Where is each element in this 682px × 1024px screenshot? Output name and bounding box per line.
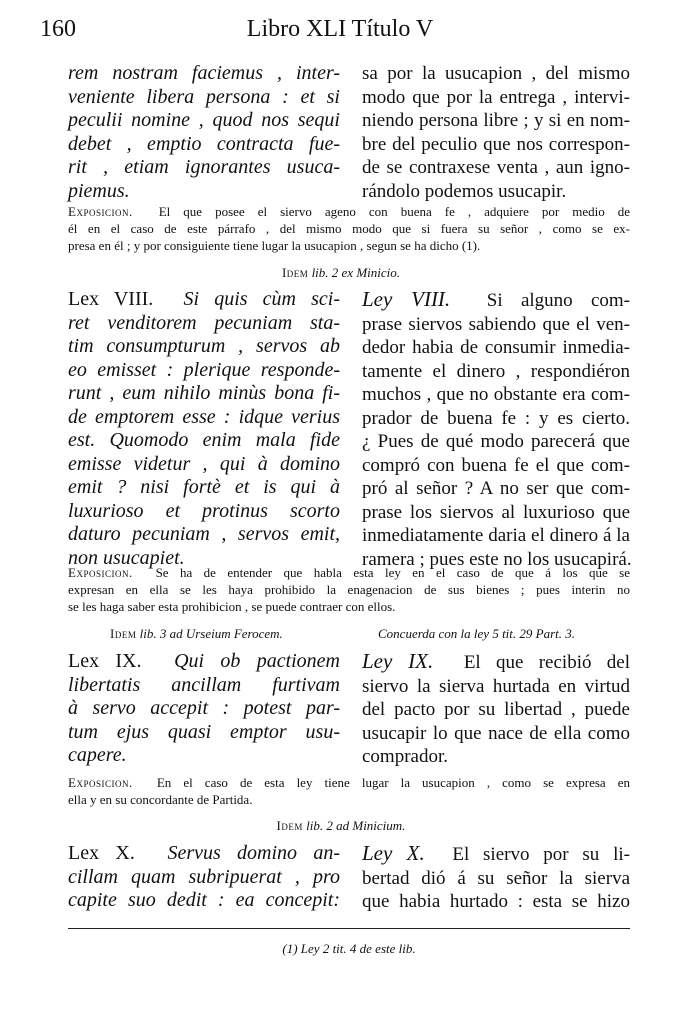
text-line: luxurioso et protinus scorto <box>68 499 340 522</box>
exposicion-label: Exposicion. <box>68 775 133 790</box>
footnote: (1) Ley 2 tit. 4 de este lib. <box>282 941 416 956</box>
text-line: del pacto por su libertad , puede <box>362 699 630 720</box>
block4-latin <box>68 842 340 913</box>
text-line: ramera ; pues este no los usucapirá. <box>362 548 632 570</box>
text-line: prase los siervos al luxurioso que <box>362 501 630 523</box>
lex-number: Lex X. <box>68 842 135 864</box>
caption-lead: Idem <box>276 818 303 833</box>
text-line: niendo persona libre ; y si en nom- <box>362 110 630 131</box>
exposicion-3 <box>68 774 630 808</box>
source-caption-2 <box>110 626 283 642</box>
text-line: sa por la usucapion , del mismo <box>362 63 630 84</box>
text-line: pró al señor ? A no ser que com- <box>362 478 630 499</box>
text-line: prase siervos sabiendo que el ven- <box>362 313 630 335</box>
text-line: rem nostram faciemus , inter- <box>68 62 340 84</box>
source-caption-3 <box>0 818 682 834</box>
text-line: presa en él ; y por consiguiente tiene lugar la usucapion , segun se ha dicho (1). <box>68 238 481 253</box>
text-line: prador de buena fe : y es cierto. <box>362 407 630 429</box>
text-line: tum ejus quasi emptor usu- <box>68 720 340 743</box>
text-line: ella y en su concordante de Partida. <box>68 792 253 807</box>
text-line: de emptorem esse : idque verius <box>68 405 340 428</box>
text-line: cillam quam subripuerat , pro <box>68 865 340 888</box>
text-line: runt , eum nihilo minùs bona fi- <box>68 382 340 404</box>
text-line: capite suo dedit : ea concepit: <box>68 889 340 911</box>
text-line: bre del peculio que nos correspon- <box>362 133 630 155</box>
text-line: ¿ Pues de qué modo parecerá que <box>362 431 630 452</box>
text-line: est. Quomodo enim mala fide <box>68 429 340 451</box>
ley-number: Ley X. <box>362 841 425 865</box>
exposicion-2 <box>68 564 630 615</box>
text-line: à servo accepit : potest par- <box>68 697 340 719</box>
text-line: de se contraxese venta , aun igno- <box>362 157 630 178</box>
text-line: comprador. <box>362 746 449 767</box>
caption-text: lib. 3 ad Urseium Ferocem. <box>139 626 283 641</box>
text-line: rit , etiam ignorantes usuca- <box>68 156 340 178</box>
text-line: rándolo podemos usucapir. <box>362 180 567 202</box>
text-line: daturo pecuniam , servos emit, <box>68 523 340 545</box>
running-title: Libro XLI Título V <box>246 16 434 42</box>
text-line: emit ? nisi fortè et is qui à <box>68 476 340 498</box>
block1-latin <box>68 62 340 203</box>
block1-spanish <box>362 62 630 203</box>
text-line: usucapir lo que nace de ella como <box>362 722 630 744</box>
text-line: siervo la sierva hurtada en virtud <box>362 675 630 697</box>
block4-spanish <box>362 842 630 914</box>
text-line: inmediatamente daria el dinero á la <box>362 525 630 546</box>
text-line: debet , emptio contracta fue- <box>68 132 340 155</box>
text-line: En el caso de esta ley tiene lugar la usucapion , como se expresa en <box>156 775 631 790</box>
caption-text: lib. 2 ad Minicium. <box>306 818 406 833</box>
text-line: él en el caso de este párrafo , del mismo modo que si fuera su señor , como se ex- <box>68 221 630 236</box>
text-line: modo que por la entrega , intervi- <box>362 86 630 108</box>
source-caption-1 <box>0 265 682 281</box>
text-line: eo emisset : plerique responde- <box>68 358 340 381</box>
text-line: se les haga saber esta prohibicion , se puede contraer con ellos. <box>68 599 396 614</box>
text-line: muchos , que no obstante era com- <box>362 384 630 405</box>
ley-number: Ley VIII. <box>362 287 451 311</box>
lex-number: Lex IX. <box>68 650 142 672</box>
exposicion-1 <box>68 203 630 254</box>
text-line: Qui ob pactionem <box>174 650 340 672</box>
text-line: El que posee el siervo ageno con buena fe , adquiere por medio de <box>158 204 631 219</box>
exposicion-label: Exposicion. <box>68 565 133 580</box>
lex-number: Lex VIII. <box>68 288 154 310</box>
caption-lead: Idem <box>281 265 309 280</box>
block3-spanish <box>362 650 630 769</box>
text-line: bertad dió á su señor la sierva <box>362 867 630 889</box>
text-line: tim consumpturum , servos ab <box>68 335 340 357</box>
text-line: Si alguno com- <box>486 290 630 311</box>
block2-spanish <box>362 288 630 571</box>
text-line: piemus. <box>68 179 130 202</box>
caption-text: lib. 2 ex Minicio. <box>311 265 401 280</box>
block2-latin <box>68 288 340 570</box>
block3-latin <box>68 650 340 768</box>
footnote-rule <box>68 928 630 929</box>
text-line: ret venditorem pecuniam sta- <box>68 311 340 334</box>
text-line: Se ha de entender que habla esta ley en el caso de que á los que se <box>155 565 631 580</box>
text-line: capere. <box>68 744 127 766</box>
concordance-caption: Concuerda con la ley 5 tit. 29 Part. 3. <box>378 626 576 641</box>
text-line: compró con buena fe el que com- <box>362 454 630 476</box>
text-line: El que recibió del <box>463 652 630 673</box>
text-line: peculii nomine , quod nos sequi <box>68 109 340 131</box>
ley-number: Ley IX. <box>362 649 434 673</box>
text-line: El siervo por su li- <box>452 844 630 865</box>
text-line: tamente el dinero , respondiéron <box>362 360 630 382</box>
page-number: 160 <box>40 16 76 42</box>
text-line: Servus domino an- <box>167 842 341 864</box>
text-line: dedor habia de consumir inmedia- <box>362 337 630 358</box>
text-line: Si quis cùm sci- <box>183 288 340 310</box>
text-line: non usucapiet. <box>68 546 185 569</box>
text-line: que habia hurtado : esta se hizo <box>362 891 630 912</box>
text-line: veniente libera persona : et si <box>68 85 340 108</box>
page-header <box>40 16 640 50</box>
caption-lead: Idem <box>110 626 137 641</box>
text-line: expresan en ella se les haya prohibido la enagenacion de sus bienes ; pues interin no <box>68 582 630 597</box>
exposicion-label: Exposicion. <box>68 204 133 219</box>
text-line: emisse videtur , qui à domino <box>68 452 340 475</box>
text-line: libertatis ancillam furtivam <box>68 673 340 696</box>
